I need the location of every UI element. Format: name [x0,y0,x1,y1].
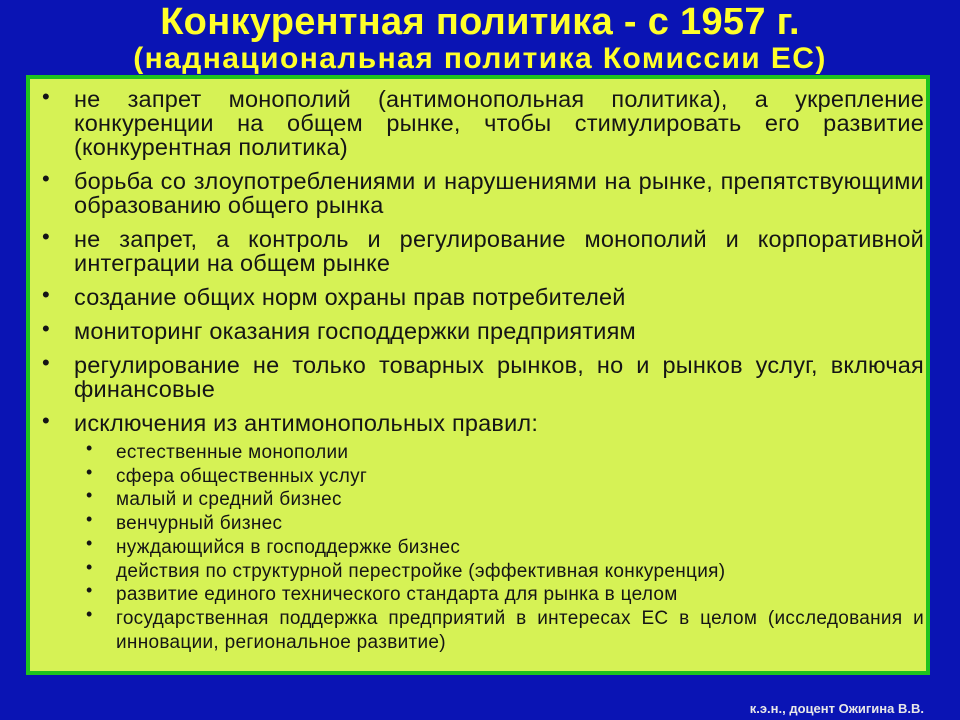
slide-title [0,0,960,76]
title-line-2: (наднациональная политика Комиссии ЕС) [133,42,827,75]
sub-bullet-item [74,485,924,512]
bullet-text: мониторинг оказания господдержки предприятиям [74,318,636,344]
sub-bullet-icon: • [86,485,93,506]
sub-bullet-text: развитие единого технического стандарта для рынка в целом [116,584,678,606]
sub-bullet-text: венчурный бизнес [116,513,283,535]
sub-bullet-icon: • [86,603,93,624]
sub-bullet-icon: • [86,556,93,577]
title-line-1: Конкурентная политика - с 1957 г. [160,1,800,43]
sub-bullet-text: нуждающийся в господдержке бизнес [116,536,461,558]
sub-bullet-text: сфера общественных услуг [116,465,368,487]
bullet-item [40,408,924,654]
sub-bullet-icon: • [86,580,93,601]
bullet-item [40,224,924,276]
bullet-item [40,350,924,402]
bullet-item [40,316,924,344]
bullet-icon: • [42,166,50,191]
bullet-icon: • [42,84,50,109]
bullet-text: исключения из антимонопольных правил: [74,410,539,436]
bullet-icon: • [42,224,50,249]
bullet-item [40,84,924,160]
author-footer: к.э.н., доцент Ожигина В.В. [749,701,924,716]
bullet-icon: • [42,408,50,433]
sub-bullet-item [74,603,924,654]
bullet-text: борьба со злоупотреблениями и нарушениями на рынке, препятствующими образованию общего рынка [74,168,924,218]
sub-bullet-item [74,556,924,584]
sub-bullet-list [74,438,924,654]
bullet-icon: • [42,282,50,307]
sub-bullet-icon: • [86,532,93,553]
bullet-text: создание общих норм охраны прав потребителей [74,284,626,310]
sub-bullet-text: государственная поддержка предприятий в интересах ЕС в целом (исследования и инновации, региональное развитие) [116,607,924,653]
sub-bullet-text: действия по структурной перестройке (эффективная конкуренция) [116,560,726,582]
bullet-icon: • [42,316,50,341]
sub-bullet-icon: • [86,438,93,458]
bullet-item [40,166,924,218]
sub-bullet-item [74,532,924,560]
bullet-text: не запрет монополий (антимонопольная политика), а укрепление конкуренции на общем рынке, чтобы стимулировать его развитие (конкурентная политика) [74,86,924,160]
content-panel [26,75,930,675]
bullet-icon: • [42,350,50,375]
bullet-text: не запрет, а контроль и регулирование монополий и корпоративной интеграции на общем рынке [74,226,924,276]
bullet-list [40,84,924,664]
sub-bullet-text: малый и средний бизнес [116,489,342,511]
sub-bullet-item [74,438,924,465]
sub-bullet-item [74,580,924,607]
sub-bullet-icon: • [86,509,93,530]
sub-bullet-item [74,461,924,489]
sub-bullet-text: естественные монополии [116,442,349,463]
sub-bullet-item [74,509,924,536]
sub-bullet-icon: • [86,461,93,482]
bullet-text: регулирование не только товарных рынков, но и рынков услуг, включая финансовые [74,352,924,402]
bullet-item [40,282,924,310]
